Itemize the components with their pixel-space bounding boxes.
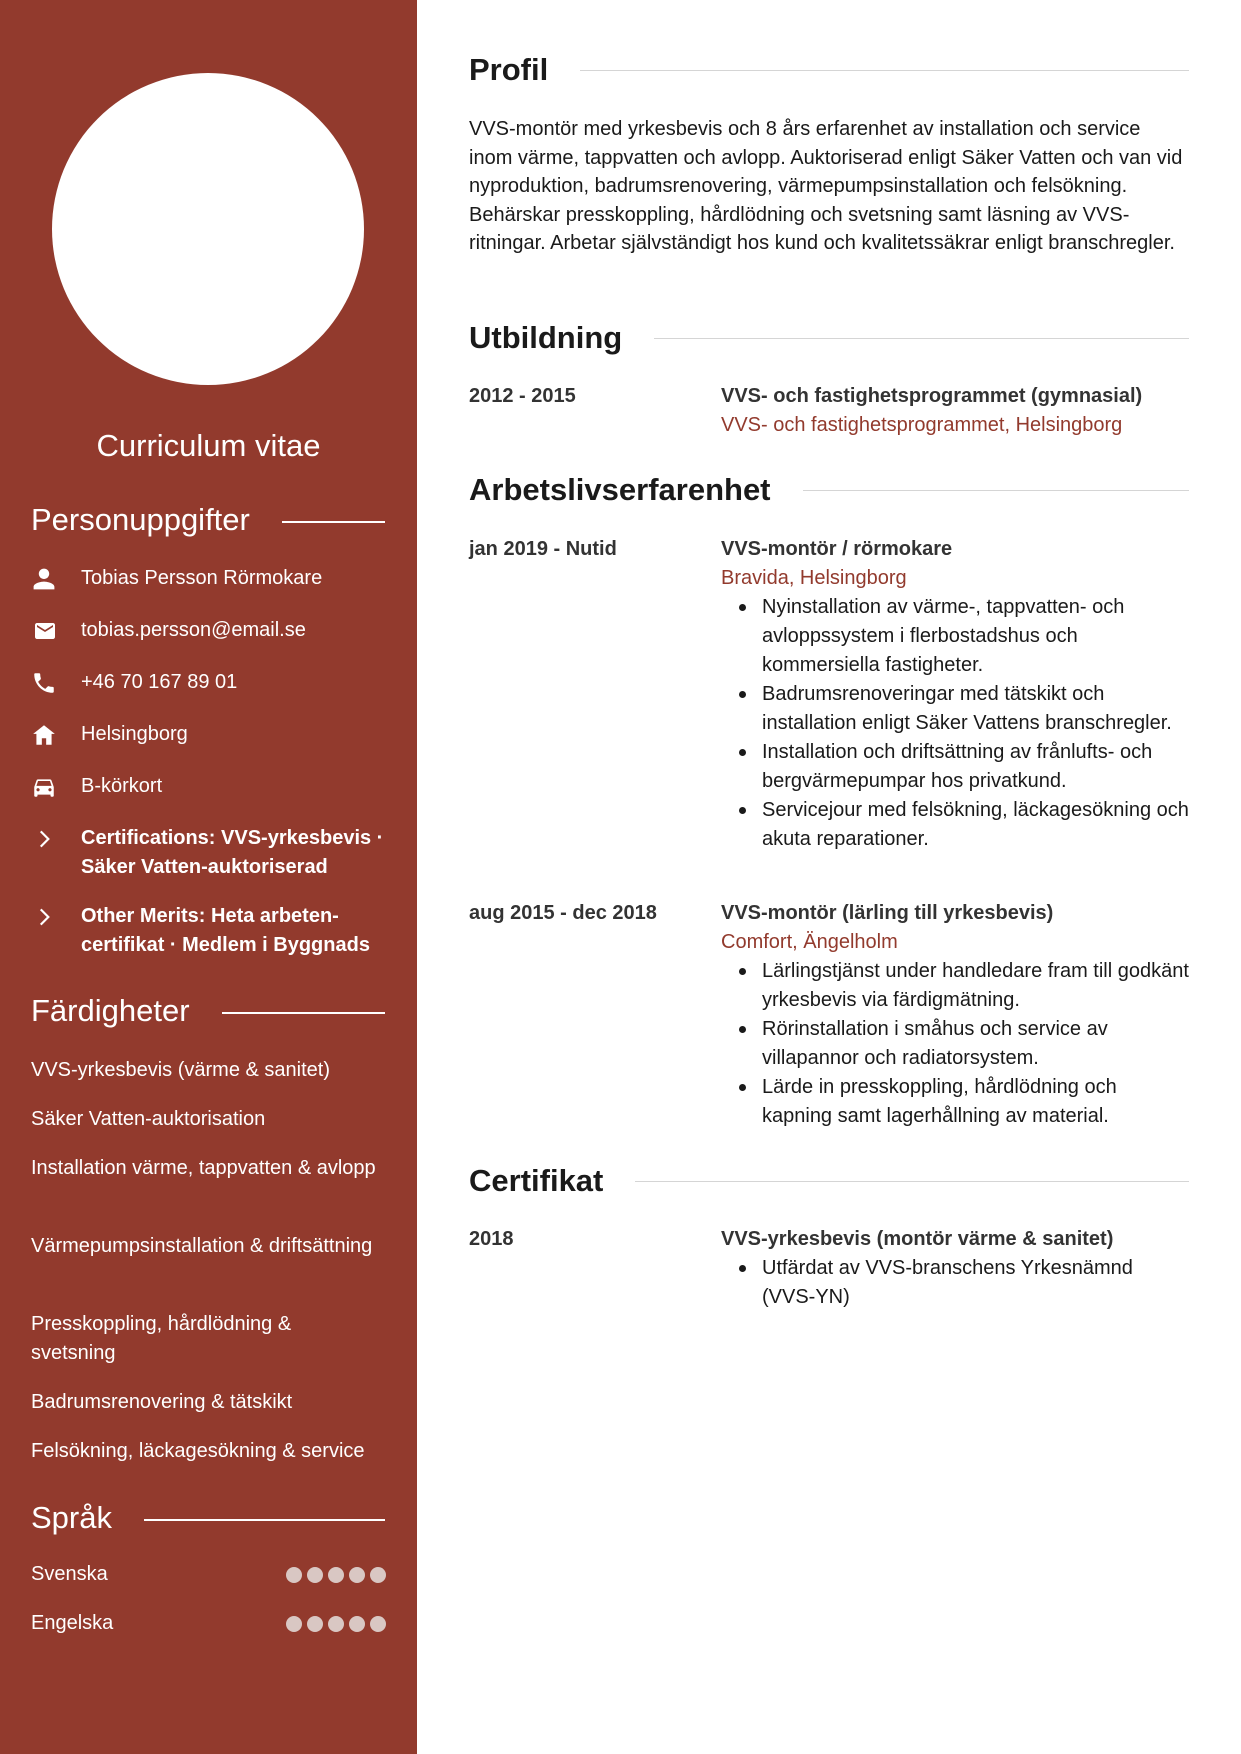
chevron-right-icon [31, 902, 63, 931]
bullet-item: Lärlingstjänst under handledare fram till godkänt yrkesbevis via färdigmätning. [721, 957, 1189, 1015]
contact-email [31, 616, 391, 645]
level-dot-filled [307, 1616, 323, 1632]
contact-name-text: Tobias Persson Rörmokare [81, 567, 323, 589]
bullet-item: Lärde in presskoppling, hårdlödning och kapning samt lagerhållning av material. [721, 1073, 1189, 1131]
entry-body [721, 899, 1189, 1131]
skill-item: Presskoppling, hårdlödning & svetsning [31, 1313, 292, 1364]
skill-item: VVS-yrkesbevis (värme & sanitet) [31, 1059, 330, 1081]
language-name: Svenska [31, 1563, 108, 1585]
skill-item: Värmepumpsinstallation & driftsättning [31, 1235, 373, 1257]
level-dot-filled [286, 1567, 302, 1583]
cv-title: Curriculum vitae [96, 428, 321, 463]
entry-subtitle: Comfort, Ängelholm [721, 931, 898, 953]
entry-title: VVS-montör / rörmokare [721, 538, 953, 560]
person-icon [31, 564, 63, 593]
bullet-item: Badrumsrenoveringar med tätskikt och installation enligt Säker Vattens branschregler. [721, 680, 1189, 738]
home-icon [31, 720, 63, 749]
skills-heading [31, 993, 385, 1029]
certificates-heading-text: Certifikat [469, 1163, 604, 1198]
experience-heading [469, 472, 1189, 508]
entry-body [721, 382, 1189, 440]
bullet-item: Utfärdat av VVS-branschens Yrkesnämnd (VVS-YN) [721, 1254, 1189, 1312]
profile-photo-placeholder [52, 73, 364, 385]
sidebar [0, 0, 417, 1754]
contact-certifications [31, 824, 391, 882]
language-level-dots [286, 1616, 386, 1632]
contact-license-text: B-körkort [81, 775, 163, 797]
languages-heading [31, 1500, 385, 1536]
contact-other-merits [31, 902, 391, 960]
skill-item: Felsökning, läckagesökning & service [31, 1440, 365, 1462]
profile-heading [469, 52, 1189, 88]
contact-location [31, 720, 391, 749]
contact-certifications-text: Certifications: VVS-yrkesbevis · Säker Vatten-auktoriserad [81, 827, 384, 878]
entry-subtitle: Bravida, Helsingborg [721, 567, 907, 589]
heading-divider [222, 1012, 385, 1014]
profile-text: VVS-montör med yrkesbevis och 8 års erfarenhet av installation och service inom värme, tappvatten och avlopp. Auktoriserad enligt Säker Vatten och van vid nyproduktion, badrumsrenovering, värmepumpsinstallation och felsökning. Behärskar presskoppling, hårdlödning och svetsning samt läsning av VVS-ritningar. Arbetar självständigt hos kund och kvalitetssäkrar enligt branschregler. [469, 118, 1183, 255]
entry-date: jan 2019 - Nutid [469, 538, 617, 560]
certificates-heading [469, 1163, 1189, 1199]
languages-heading-text: Språk [31, 1500, 112, 1535]
skills-heading-text: Färdigheter [31, 993, 190, 1028]
entry-subtitle: VVS- och fastighetsprogrammet, Helsingborg [721, 414, 1123, 436]
profile-heading-text: Profil [469, 52, 549, 87]
heading-divider [580, 70, 1189, 71]
level-dot-filled [370, 1567, 386, 1583]
language-row [31, 1563, 386, 1586]
education-heading-text: Utbildning [469, 320, 623, 355]
bullet-item: Servicejour med felsökning, läckagesökning och akuta reparationer. [721, 796, 1189, 854]
skill-item: Säker Vatten-auktorisation [31, 1108, 266, 1130]
language-row [31, 1612, 386, 1635]
level-dot-filled [349, 1567, 365, 1583]
contact-phone [31, 668, 391, 697]
contact-other-merits-text: Other Merits: Heta arbeten-certifikat · Medlem i Byggnads [81, 905, 370, 956]
car-icon [31, 772, 63, 801]
entry-bullets [721, 593, 1189, 854]
level-dot-filled [370, 1616, 386, 1632]
entry-title: VVS-montör (lärling till yrkesbevis) [721, 902, 1054, 924]
level-dot-filled [328, 1616, 344, 1632]
skill-item: Installation värme, tappvatten & avlopp [31, 1157, 376, 1179]
entry-bullets [721, 1254, 1189, 1312]
skill-item: Badrumsrenovering & tätskikt [31, 1391, 293, 1413]
heading-divider [282, 521, 385, 523]
language-name: Engelska [31, 1612, 114, 1634]
language-level-dots [286, 1567, 386, 1583]
heading-divider [635, 1181, 1189, 1182]
heading-divider [654, 338, 1189, 339]
level-dot-filled [307, 1567, 323, 1583]
entry-date: aug 2015 - dec 2018 [469, 902, 657, 924]
contact-name [31, 564, 391, 593]
personal-info-heading [31, 502, 385, 538]
bullet-item: Rörinstallation i småhus och service av villapannor och radiatorsystem. [721, 1015, 1189, 1073]
personal-info-heading-text: Personuppgifter [31, 502, 250, 537]
contact-phone-text: +46 70 167 89 01 [81, 671, 238, 693]
level-dot-filled [328, 1567, 344, 1583]
level-dot-filled [286, 1616, 302, 1632]
heading-divider [144, 1519, 385, 1521]
contact-email-text: tobias.persson@email.se [81, 619, 306, 641]
entry-date: 2018 [469, 1228, 514, 1250]
heading-divider [803, 490, 1189, 491]
chevron-right-icon [31, 824, 63, 853]
entry-title: VVS- och fastighetsprogrammet (gymnasial) [721, 385, 1143, 407]
entry-body [721, 1225, 1189, 1312]
entry-title: VVS-yrkesbevis (montör värme & sanitet) [721, 1228, 1114, 1250]
entry-date: 2012 - 2015 [469, 385, 576, 407]
phone-icon [31, 668, 63, 697]
contact-location-text: Helsingborg [81, 723, 188, 745]
bullet-item: Nyinstallation av värme-, tappvatten- och avloppssystem i flerbostadshus och kommersiella fastigheter. [721, 593, 1189, 680]
email-icon [31, 616, 63, 645]
experience-heading-text: Arbetslivserfarenhet [469, 472, 771, 507]
level-dot-filled [349, 1616, 365, 1632]
bullet-item: Installation och driftsättning av frånlufts- och bergvärmepumpar hos privatkund. [721, 738, 1189, 796]
contact-license [31, 772, 391, 801]
entry-bullets [721, 957, 1189, 1131]
education-heading [469, 320, 1189, 356]
entry-body [721, 535, 1189, 854]
